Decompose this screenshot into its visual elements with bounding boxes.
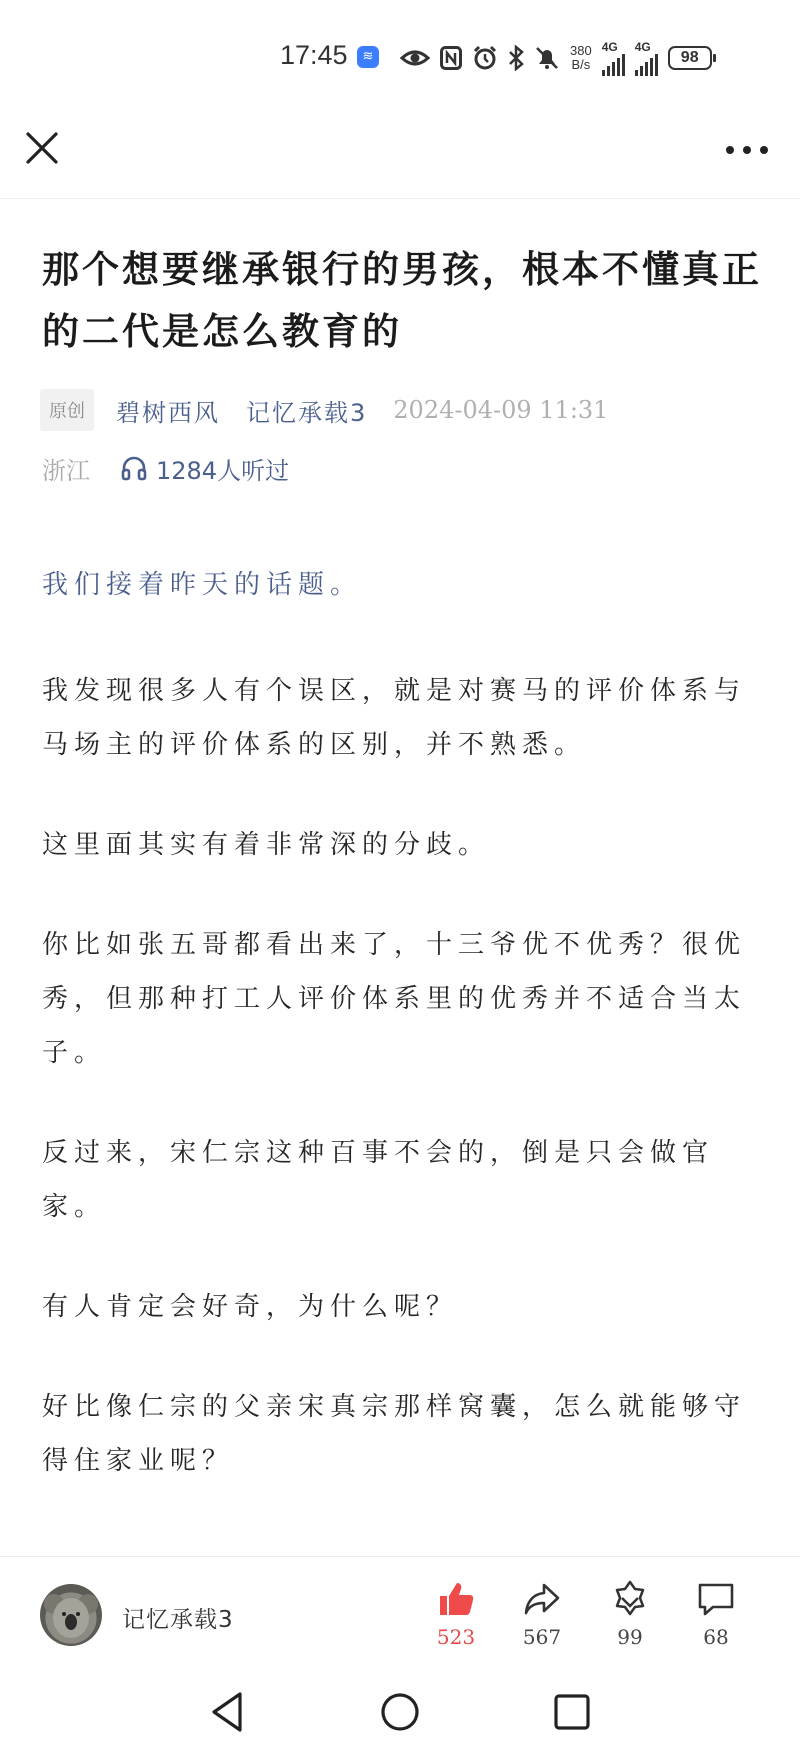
article-meta-2 (42, 448, 289, 488)
close-icon[interactable] (24, 130, 60, 166)
listened-count: 1284人听过 (156, 456, 290, 485)
article-paragraph: 有人肯定会好奇，为什么呢？ (42, 1292, 459, 1322)
original-badge: 原创 (40, 389, 94, 431)
koala-avatar-icon (40, 1584, 102, 1646)
header-divider (0, 198, 800, 199)
recents-icon[interactable] (552, 1692, 592, 1732)
speed-value: 380 (570, 43, 592, 58)
voice-assistant-icon: ≋ (357, 46, 379, 68)
recommend-count: 99 (617, 1625, 643, 1649)
action-bar (0, 1556, 800, 1667)
system-nav-bar (0, 1668, 800, 1760)
like-button[interactable] (421, 1579, 491, 1649)
bluetooth-icon (508, 45, 524, 71)
eye-icon (400, 48, 430, 68)
alarm-icon (472, 45, 498, 71)
wow-icon (610, 1579, 650, 1619)
avatar[interactable] (40, 1584, 102, 1646)
home-icon[interactable] (378, 1690, 422, 1734)
article-meta (40, 390, 608, 430)
comment-button[interactable] (681, 1579, 751, 1649)
article-paragraph: 我们接着昨天的话题。 (42, 570, 363, 600)
signal-1 (602, 40, 625, 76)
article-body (42, 558, 766, 1534)
account-link[interactable]: 记忆承载3 (246, 398, 368, 427)
network-type-1: 4G (601, 40, 618, 54)
article-paragraph: 反过来，宋仁宗这种百事不会的，倒是只会做官家。 (42, 1138, 715, 1222)
comment-icon (696, 1579, 736, 1619)
status-time: 17:45 (280, 40, 348, 70)
speed-unit: B/s (571, 57, 591, 72)
network-speed (570, 44, 592, 72)
listen-button[interactable] (120, 451, 289, 486)
signal-icon-2 (635, 54, 658, 76)
nfc-icon (440, 46, 462, 70)
article-title: 那个想要继承银行的男孩，根本不懂真正的二代是怎么教育的 (42, 247, 762, 353)
like-count: 523 (436, 1625, 476, 1649)
author-name[interactable]: 记忆承载3 (122, 1607, 234, 1633)
network-type-2: 4G (634, 40, 651, 54)
mute-icon (534, 45, 560, 71)
recommend-button[interactable] (595, 1579, 665, 1649)
article-paragraph: 这里面其实有着非常深的分歧。 (42, 830, 491, 860)
publish-datetime: 2024-04-09 11:31 (393, 396, 609, 424)
content-fade (0, 1540, 800, 1556)
headphones-icon (120, 454, 148, 482)
article-paragraph: 我发现很多人有个误区，就是对赛马的评价体系与马场主的评价体系的区别，并不熟悉。 (42, 676, 747, 760)
article-paragraph: 好比像仁宗的父亲宋真宗那样窝囊，怎么就能够守得住家业呢？ (42, 1392, 747, 1476)
share-icon (522, 1579, 562, 1619)
signal-2 (635, 40, 658, 76)
thumbs-up-icon (436, 1579, 476, 1619)
status-bar (0, 0, 800, 118)
signal-icon (602, 54, 625, 76)
share-count: 567 (522, 1625, 562, 1649)
share-button[interactable] (507, 1579, 577, 1649)
author-link[interactable]: 碧树西风 (116, 398, 220, 427)
region-label: 浙江 (42, 456, 90, 485)
more-icon[interactable] (722, 140, 772, 160)
battery-indicator: 98 (668, 46, 712, 70)
back-icon[interactable] (208, 1690, 248, 1734)
article-paragraph: 你比如张五哥都看出来了，十三爷优不优秀？很优秀，但那种打工人评价体系里的优秀并不适合当太子。 (42, 930, 747, 1068)
comment-count: 68 (703, 1625, 729, 1649)
status-icons (400, 40, 712, 76)
